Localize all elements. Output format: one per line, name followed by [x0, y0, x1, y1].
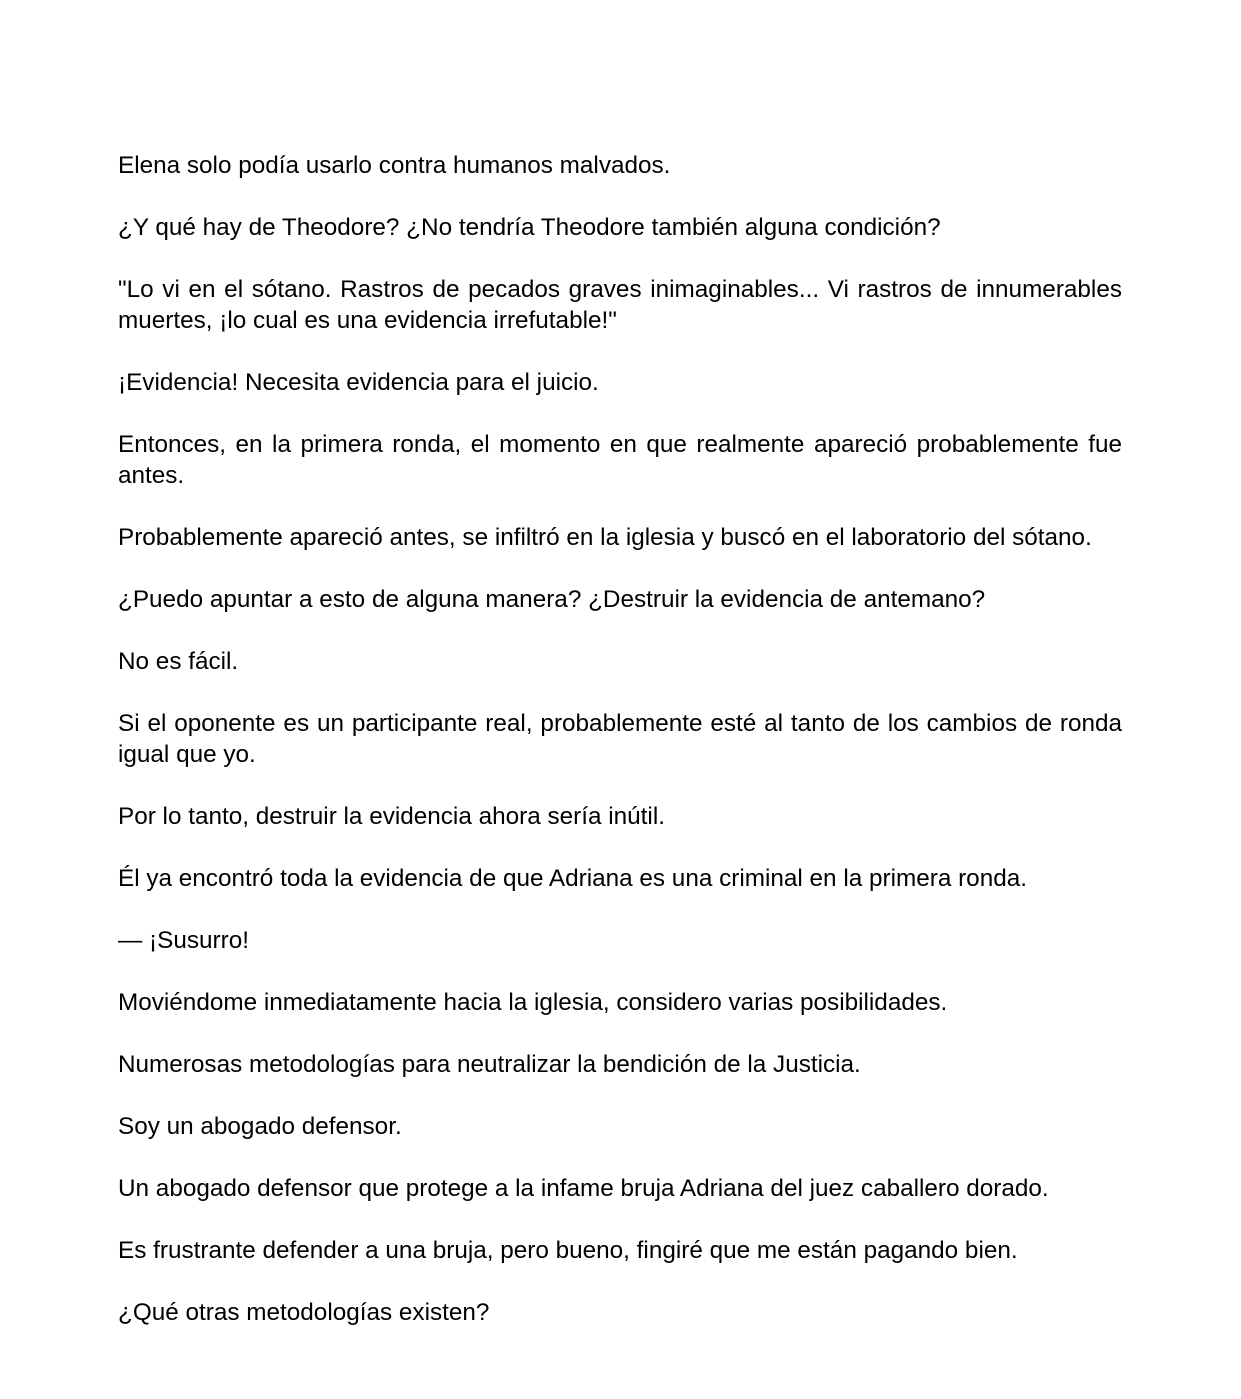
- paragraph: Elena solo podía usarlo contra humanos malvados.: [118, 152, 671, 179]
- paragraph: Moviéndome inmediatamente hacia la iglesia, considero varias posibilidades.: [118, 989, 948, 1016]
- paragraph: Numerosas metodologías para neutralizar la bendición de la Justicia.: [118, 1051, 861, 1078]
- paragraph: No es fácil.: [118, 648, 239, 675]
- paragraph: Si el oponente es un participante real, probablemente esté al tanto de los cambios de ronda igual que yo.: [118, 710, 1122, 768]
- paragraph: Entonces, en la primera ronda, el momento en que realmente apareció probablemente fue antes.: [118, 431, 1122, 489]
- paragraph: — ¡Susurro!: [118, 927, 249, 954]
- paragraph: ¿Puedo apuntar a esto de alguna manera? ¿Destruir la evidencia de antemano?: [118, 586, 986, 613]
- document-body: [118, 150, 1122, 1359]
- paragraph: Probablemente apareció antes, se infiltró en la iglesia y buscó en el laboratorio del sótano.: [118, 524, 1092, 551]
- paragraph: Un abogado defensor que protege a la infame bruja Adriana del juez caballero dorado.: [118, 1175, 1049, 1202]
- paragraph: ¡Evidencia! Necesita evidencia para el juicio.: [118, 369, 599, 396]
- paragraph: Él ya encontró toda la evidencia de que Adriana es una criminal en la primera ronda.: [118, 865, 1027, 892]
- paragraph: Es frustrante defender a una bruja, pero bueno, fingiré que me están pagando bien.: [118, 1237, 1018, 1264]
- paragraph: Por lo tanto, destruir la evidencia ahora sería inútil.: [118, 803, 665, 830]
- paragraph: ¿Qué otras metodologías existen?: [118, 1299, 490, 1326]
- paragraph: "Lo vi en el sótano. Rastros de pecados graves inimaginables... Vi rastros de innumerables muertes, ¡lo cual es una evidencia irrefutable!": [118, 276, 1122, 334]
- paragraph: Soy un abogado defensor.: [118, 1113, 402, 1140]
- paragraph: ¿Y qué hay de Theodore? ¿No tendría Theodore también alguna condición?: [118, 214, 941, 241]
